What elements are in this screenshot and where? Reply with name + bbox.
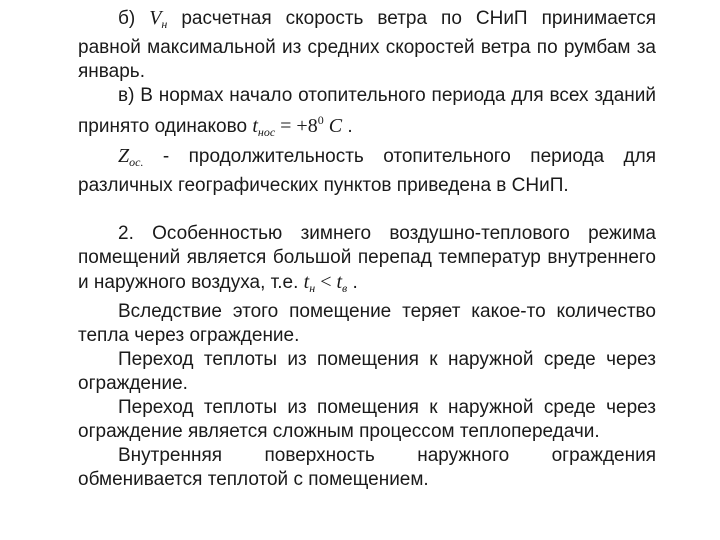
paragraph-suffix: .	[342, 116, 353, 137]
paragraph-text: Внутренняя поверхность наружного ограждения обменивается теплотой с помещением.	[78, 445, 656, 490]
paragraph-text: 2. Особенностью зимнего воздушно-теплового режима помещений является большой перепад температур внутреннего и наружного воздуха, т.е.	[78, 223, 656, 293]
paragraph-inner-surface	[78, 444, 656, 492]
paragraph-heating-duration	[78, 144, 656, 198]
paragraph-heat-loss	[78, 300, 656, 348]
paragraph-text: Переход теплоты из помещения к наружной среде через ограждение.	[78, 349, 656, 394]
formula-temperature-inequality: $t_н < t_в$	[303, 271, 348, 295]
paragraph-heat-transfer	[78, 348, 656, 396]
document-page	[78, 6, 656, 506]
paragraph-suffix: .	[347, 272, 358, 293]
paragraph-text: Переход теплоты из помещения к наружной среде через ограждение является сложным процессом теплопередачи.	[78, 397, 656, 442]
paragraph-text: Вследствие этого помещение теряет какое-то количество тепла через ограждение.	[78, 301, 656, 346]
paragraph-heat-transfer-process	[78, 396, 656, 444]
paragraph-heating-start	[78, 84, 656, 144]
list-marker: б)	[118, 8, 150, 29]
paragraph-text: в) В нормах начало отопительного периода для всех зданий принято одинаково	[78, 85, 656, 137]
paragraph-wind-speed	[78, 6, 656, 84]
paragraph-text: - продолжительность отопительного периода для различных географических пунктов приведена в СНиП.	[78, 146, 656, 196]
formula-heating-start-temperature: $t_{нос} = +8^0$ C	[252, 113, 343, 139]
formula-wind-speed: $V_н$	[149, 7, 168, 31]
paragraph-winter-regime	[78, 222, 656, 300]
formula-heating-duration: $Z_{ос.}$	[118, 145, 144, 169]
paragraph-text: расчетная скорость ветра по СНиП принимается равной максимальной из средних скоростей ветра по румбам за январь.	[78, 8, 656, 82]
